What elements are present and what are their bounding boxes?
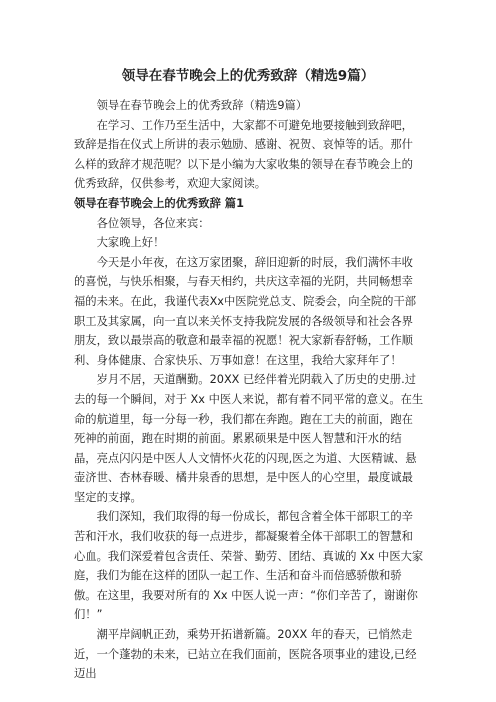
document-body [74,96,424,684]
paragraph: 潮平岸阔帆正劲，乘势开拓谱新篇。20XX 年的春天，已悄然走近，一个蓬勃的未来，已站立在我们面前，医院各项事业的建设,已经迈出 [74,628,417,681]
paragraph: 大家晚上好！ [96,236,165,250]
paragraph: 我们深知，我们取得的每一份成长，都包含着全体干部职工的辛苦和汗水，我们收获的每一点进步，都凝聚着全体干部职工的智慧和心血。我们深爱着包含责任、荣誉、勤劳、团结、真诚的 Xx 中医大家庭，我们为能在这样的团队一起工作、生活和奋斗而倍感骄傲和骄傲。在这里，我要对所有的 Xx 中医人说一声：“你们辛苦了，谢谢你们！” [74,510,424,622]
section-heading: 领导在春节晚会上的优秀致辞 篇1 [74,196,244,210]
paragraph: 岁月不居，天道酬勤。20XX 已经伴着光阴载入了历史的史册.过去的每一个瞬间，对于 Xx 中医人来说，都有着不同平常的意义。在生命的航道里，每一分每一秒，我们都在奔跑。跑在工夫的前面，跑在死神的前面，跑在时期的前面。累累硕果是中医人智慧和汗水的结晶，亮点闪闪是中医人人文情怀火花的闪现,医之为道、大医精诚、悬壶济世、杏林春暖、橘井泉香的思想，是中医人的心空里，最度诚最坚定的支撑。 [74,373,424,504]
intro-paragraph: 在学习、工作乃至生活中，大家都不可避免地要接触到致辞吧，致辞是指在仪式上所讲的表示勉励、感谢、祝贺、哀悼等的话。那什么样的致辞才规范呢？以下是小编为大家收集的领导在春节晚会上的优秀致辞，仅供参考，欢迎大家阅读。 [74,118,413,191]
intro-title: 领导在春节晚会上的优秀致辞（精选9篇） [96,99,308,112]
paragraph: 各位领导，各位来宾： [96,216,210,230]
paragraph: 今天是小年夜，在这万家团聚，辞旧迎新的时辰，我们满怀丰收的喜悦，与快乐相聚，与春天相约，共庆这幸福的光阴，共同畅想幸福的未来。在此，我谨代表Xx中医院党总支、院委会，向全院的干部职工及其家属，向一直以来关怀支持我院发展的各级领导和社会各界朋友，致以最崇高的敬意和最幸福的祝愿！祝大家新春舒畅，工作顺利、身体健康、合家快乐、万事如意！在这里，我给大家拜年了！ [74,255,417,367]
document-title: 领导在春节晚会上的优秀致辞（精选9篇） [121,68,375,84]
